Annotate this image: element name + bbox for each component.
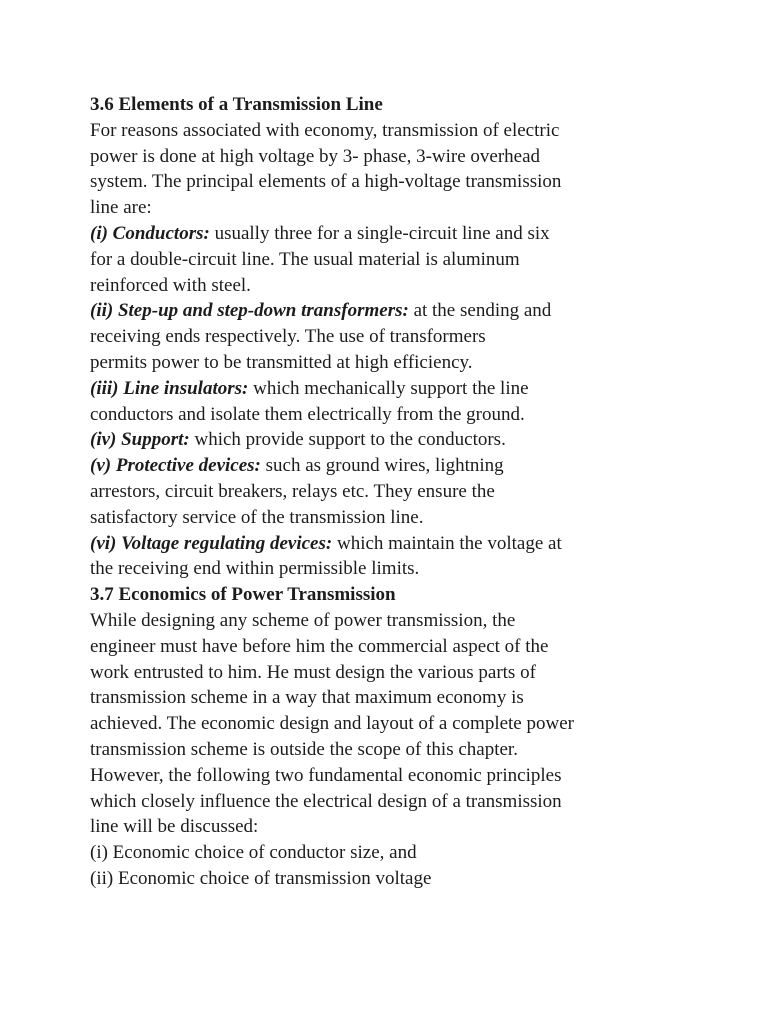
text-line: transmission scheme in a way that maximum economy is xyxy=(90,687,524,709)
text-line: for a double-circuit line. The usual material is aluminum xyxy=(90,248,520,270)
item-text: such as ground wires, lightning xyxy=(260,455,504,477)
element-item-voltage-regulating-devices xyxy=(90,531,730,583)
element-item-conductors xyxy=(90,221,730,298)
text-line: receiving ends respectively. The use of transformers xyxy=(90,326,486,348)
intro-paragraph xyxy=(90,118,730,221)
text-line: line will be discussed: xyxy=(90,816,259,838)
item-text: which maintain the voltage at xyxy=(332,532,562,554)
document-page xyxy=(90,92,730,892)
item-text: usually three for a single-circuit line and six xyxy=(209,222,550,244)
element-item-line-insulators xyxy=(90,376,730,428)
text-line: reinforced with steel. xyxy=(90,274,251,296)
item-first-line xyxy=(90,298,730,324)
item-text: which mechanically support the line xyxy=(248,377,529,399)
text-line: arrestors, circuit breakers, relays etc. They ensure the xyxy=(90,480,495,502)
text-line: work entrusted to him. He must design the various parts of xyxy=(90,661,536,683)
item-term: (ii) Step-up and step-down transformers: xyxy=(90,300,409,322)
text-line: system. The principal elements of a high-voltage transmission xyxy=(90,171,562,193)
text-line: satisfactory service of the transmission line. xyxy=(90,506,424,528)
item-text: which provide support to the conductors. xyxy=(189,429,506,451)
item-term: (v) Protective devices: xyxy=(90,455,261,477)
text-line: conductors and isolate them electrically from the ground. xyxy=(90,403,525,425)
element-item-protective-devices xyxy=(90,453,730,530)
item-term: (i) Conductors: xyxy=(90,222,210,244)
section-heading: 3.6 Elements of a Transmission Line xyxy=(90,94,383,115)
item-first-line xyxy=(90,221,730,247)
list-item: (ii) Economic choice of transmission voltage xyxy=(90,867,432,889)
text-line: engineer must have before him the commercial aspect of the xyxy=(90,635,549,657)
item-first-line xyxy=(90,531,730,557)
list-item: (i) Economic choice of conductor size, and xyxy=(90,842,417,864)
text-line: line are: xyxy=(90,197,152,219)
section-elements-of-transmission-line xyxy=(90,92,730,582)
text-line: However, the following two fundamental economic principles xyxy=(90,764,562,786)
item-text: at the sending and xyxy=(408,300,552,322)
section-economics-of-power-transmission xyxy=(90,582,730,892)
body-paragraph xyxy=(90,608,730,892)
text-line: achieved. The economic design and layout of a complete power xyxy=(90,713,574,735)
item-term: (vi) Voltage regulating devices: xyxy=(90,532,333,554)
text-line: For reasons associated with economy, transmission of electric xyxy=(90,119,560,141)
section-heading: 3.7 Economics of Power Transmission xyxy=(90,584,396,606)
item-term: (iii) Line insulators: xyxy=(90,377,249,399)
element-item-transformers xyxy=(90,298,730,375)
text-line: power is done at high voltage by 3- phase, 3-wire overhead xyxy=(90,145,541,167)
item-first-line xyxy=(90,376,730,402)
item-term: (iv) Support: xyxy=(90,429,190,451)
text-line: transmission scheme is outside the scope of this chapter. xyxy=(90,738,518,760)
element-item-support xyxy=(90,427,730,453)
text-line: While designing any scheme of power transmission, the xyxy=(90,609,516,631)
item-first-line xyxy=(90,453,730,479)
text-line: permits power to be transmitted at high efficiency. xyxy=(90,351,473,373)
text-line: the receiving end within permissible limits. xyxy=(90,558,420,580)
text-line: which closely influence the electrical design of a transmission xyxy=(90,790,562,812)
item-first-line xyxy=(90,427,730,453)
